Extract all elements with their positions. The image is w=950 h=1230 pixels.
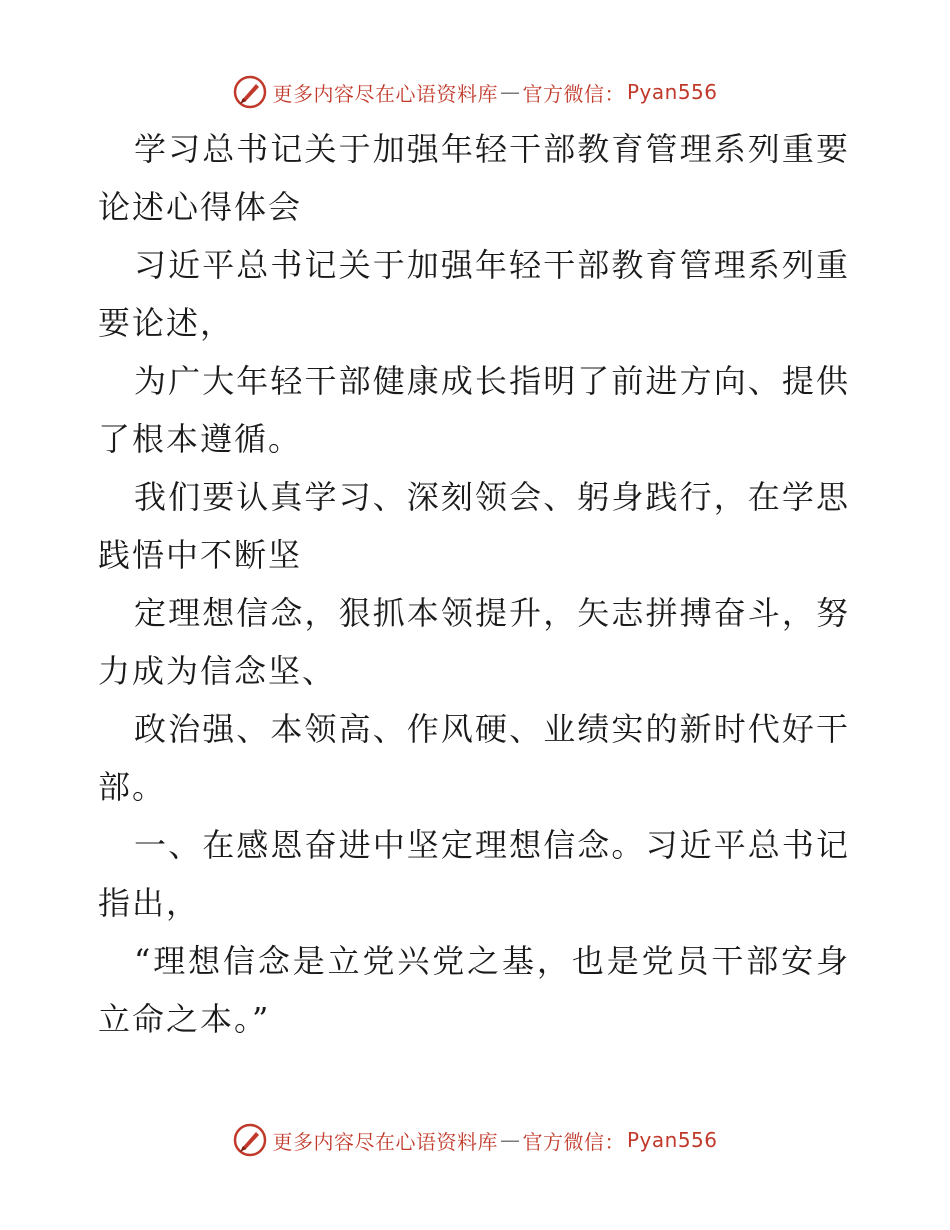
pen-nib-logo-icon	[232, 1122, 268, 1158]
banner-account: Pyan556	[626, 80, 718, 104]
quote-paragraph: “理想信念是立党兴党之基，也是党员干部安身立命之本。”	[98, 942, 850, 1038]
banner-wechat-label: 官方微信：	[522, 1129, 625, 1154]
paragraph-4: 定理想信念，狠抓本领提升，矢志拼搏奋斗，努力成为信念坚、	[98, 594, 850, 690]
paragraph-5: 政治强、本领高、作风硬、业绩实的新时代好干部。	[98, 710, 850, 806]
paragraph-2: 为广大年轻干部健康成长指明了前进方向、提供了根本遵循。	[98, 362, 850, 458]
section-heading-1: 一、在感恩奋进中坚定理想信念。习近平总书记指出，	[98, 826, 850, 922]
document-body	[98, 120, 850, 1048]
banner-wechat-label: 官方微信：	[522, 81, 625, 106]
paragraph-3: 我们要认真学习、深刻领会、躬身践行，在学思践悟中不断坚	[98, 478, 850, 574]
banner-account: Pyan556	[626, 1128, 718, 1152]
banner-text	[272, 1126, 717, 1155]
pen-nib-logo-icon	[232, 74, 268, 110]
banner-dash: —	[499, 80, 521, 104]
banner-dash: —	[499, 1128, 521, 1152]
footer-banner	[0, 1120, 950, 1160]
banner-brand: 更多内容尽在心语资料库	[272, 81, 498, 106]
banner-text	[272, 78, 717, 107]
header-banner	[0, 72, 950, 112]
banner-brand: 更多内容尽在心语资料库	[272, 1129, 498, 1154]
document-title: 学习总书记关于加强年轻干部教育管理系列重要论述心得体会	[98, 130, 850, 226]
paragraph-1: 习近平总书记关于加强年轻干部教育管理系列重要论述，	[98, 246, 850, 342]
